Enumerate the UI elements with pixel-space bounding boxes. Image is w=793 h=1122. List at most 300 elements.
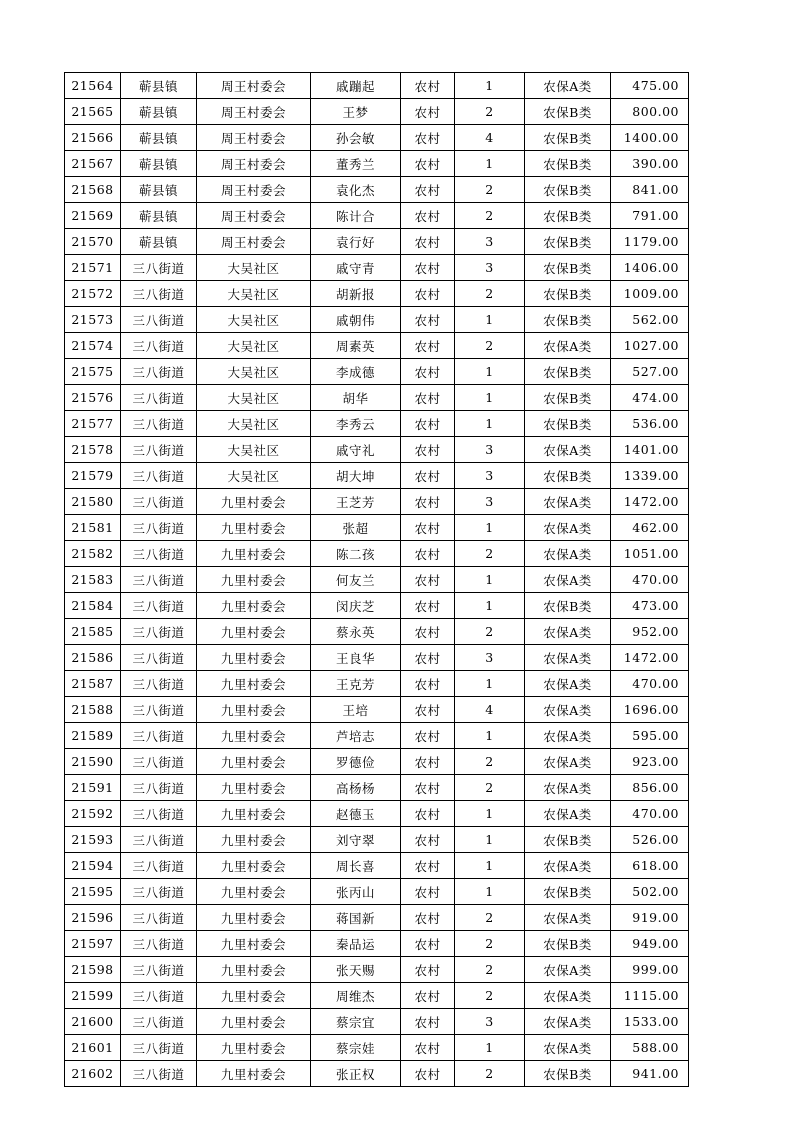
table-row (65, 359, 689, 385)
cell-village: 九里村委会 (197, 775, 311, 801)
cell-insurance_category: 农保A类 (525, 567, 611, 593)
cell-person_count: 1 (455, 593, 525, 619)
cell-amount: 1027.00 (611, 333, 689, 359)
cell-amount: 1400.00 (611, 125, 689, 151)
cell-amount: 1472.00 (611, 489, 689, 515)
cell-amount: 1115.00 (611, 983, 689, 1009)
cell-residence_type: 农村 (401, 255, 455, 281)
cell-town: 三八街道 (121, 827, 197, 853)
cell-town: 三八街道 (121, 879, 197, 905)
cell-village: 九里村委会 (197, 515, 311, 541)
cell-town: 三八街道 (121, 593, 197, 619)
cell-insurance_category: 农保B类 (525, 203, 611, 229)
cell-town: 三八街道 (121, 671, 197, 697)
cell-town: 三八街道 (121, 645, 197, 671)
cell-person_count: 1 (455, 307, 525, 333)
cell-amount: 1051.00 (611, 541, 689, 567)
cell-residence_type: 农村 (401, 515, 455, 541)
cell-insurance_category: 农保B类 (525, 359, 611, 385)
cell-id: 21579 (65, 463, 121, 489)
cell-insurance_category: 农保B类 (525, 177, 611, 203)
cell-amount: 1406.00 (611, 255, 689, 281)
table-row (65, 1009, 689, 1035)
cell-residence_type: 农村 (401, 749, 455, 775)
cell-id: 21578 (65, 437, 121, 463)
cell-insurance_category: 农保A类 (525, 723, 611, 749)
cell-insurance_category: 农保B类 (525, 411, 611, 437)
cell-person_count: 2 (455, 905, 525, 931)
cell-village: 大吴社区 (197, 437, 311, 463)
cell-insurance_category: 农保B类 (525, 1061, 611, 1087)
cell-amount: 841.00 (611, 177, 689, 203)
cell-person_count: 2 (455, 775, 525, 801)
table-row (65, 385, 689, 411)
cell-residence_type: 农村 (401, 931, 455, 957)
table-row (65, 697, 689, 723)
table-row (65, 1035, 689, 1061)
cell-person_count: 2 (455, 333, 525, 359)
cell-town: 蕲县镇 (121, 177, 197, 203)
cell-id: 21566 (65, 125, 121, 151)
cell-village: 周王村委会 (197, 203, 311, 229)
cell-town: 三八街道 (121, 567, 197, 593)
table-row (65, 983, 689, 1009)
cell-residence_type: 农村 (401, 671, 455, 697)
cell-insurance_category: 农保A类 (525, 515, 611, 541)
cell-town: 三八街道 (121, 307, 197, 333)
cell-village: 周王村委会 (197, 229, 311, 255)
cell-town: 三八街道 (121, 1035, 197, 1061)
cell-person_count: 1 (455, 515, 525, 541)
table-row (65, 73, 689, 99)
cell-insurance_category: 农保A类 (525, 73, 611, 99)
cell-residence_type: 农村 (401, 1061, 455, 1087)
cell-person_count: 3 (455, 255, 525, 281)
cell-person_count: 3 (455, 437, 525, 463)
cell-residence_type: 农村 (401, 723, 455, 749)
cell-id: 21581 (65, 515, 121, 541)
records-table (64, 72, 689, 1087)
cell-person_count: 2 (455, 1061, 525, 1087)
cell-id: 21576 (65, 385, 121, 411)
cell-village: 大吴社区 (197, 463, 311, 489)
cell-person_count: 2 (455, 541, 525, 567)
document-sheet (64, 72, 688, 1087)
cell-person_count: 2 (455, 619, 525, 645)
cell-name: 李成德 (311, 359, 401, 385)
cell-insurance_category: 农保B类 (525, 463, 611, 489)
cell-name: 蔡永英 (311, 619, 401, 645)
cell-village: 九里村委会 (197, 1009, 311, 1035)
cell-name: 周长喜 (311, 853, 401, 879)
cell-id: 21586 (65, 645, 121, 671)
cell-village: 九里村委会 (197, 1035, 311, 1061)
cell-name: 张超 (311, 515, 401, 541)
cell-person_count: 2 (455, 957, 525, 983)
cell-village: 九里村委会 (197, 567, 311, 593)
cell-village: 九里村委会 (197, 723, 311, 749)
cell-amount: 526.00 (611, 827, 689, 853)
cell-id: 21564 (65, 73, 121, 99)
cell-person_count: 1 (455, 151, 525, 177)
cell-village: 大吴社区 (197, 359, 311, 385)
cell-residence_type: 农村 (401, 463, 455, 489)
cell-amount: 502.00 (611, 879, 689, 905)
cell-village: 九里村委会 (197, 879, 311, 905)
cell-insurance_category: 农保A类 (525, 619, 611, 645)
cell-residence_type: 农村 (401, 879, 455, 905)
table-body (65, 73, 689, 1087)
table-row (65, 333, 689, 359)
cell-name: 戚蹦起 (311, 73, 401, 99)
cell-town: 三八街道 (121, 697, 197, 723)
table-row (65, 281, 689, 307)
cell-town: 三八街道 (121, 853, 197, 879)
cell-amount: 999.00 (611, 957, 689, 983)
cell-insurance_category: 农保B类 (525, 255, 611, 281)
cell-person_count: 1 (455, 801, 525, 827)
cell-residence_type: 农村 (401, 697, 455, 723)
cell-id: 21602 (65, 1061, 121, 1087)
cell-town: 蕲县镇 (121, 125, 197, 151)
cell-village: 大吴社区 (197, 333, 311, 359)
cell-name: 陈计合 (311, 203, 401, 229)
cell-village: 九里村委会 (197, 671, 311, 697)
cell-insurance_category: 农保A类 (525, 541, 611, 567)
cell-town: 三八街道 (121, 255, 197, 281)
cell-amount: 470.00 (611, 567, 689, 593)
cell-id: 21588 (65, 697, 121, 723)
cell-insurance_category: 农保B类 (525, 931, 611, 957)
cell-id: 21590 (65, 749, 121, 775)
cell-person_count: 1 (455, 879, 525, 905)
cell-village: 周王村委会 (197, 99, 311, 125)
table-row (65, 827, 689, 853)
table-row (65, 567, 689, 593)
cell-town: 三八街道 (121, 983, 197, 1009)
cell-village: 周王村委会 (197, 73, 311, 99)
cell-village: 九里村委会 (197, 983, 311, 1009)
cell-insurance_category: 农保A类 (525, 645, 611, 671)
cell-name: 刘守翠 (311, 827, 401, 853)
cell-residence_type: 农村 (401, 281, 455, 307)
cell-insurance_category: 农保B类 (525, 879, 611, 905)
cell-id: 21587 (65, 671, 121, 697)
cell-village: 九里村委会 (197, 541, 311, 567)
cell-village: 周王村委会 (197, 177, 311, 203)
cell-id: 21569 (65, 203, 121, 229)
cell-residence_type: 农村 (401, 203, 455, 229)
cell-residence_type: 农村 (401, 177, 455, 203)
table-row (65, 229, 689, 255)
cell-town: 蕲县镇 (121, 203, 197, 229)
cell-name: 胡华 (311, 385, 401, 411)
cell-residence_type: 农村 (401, 489, 455, 515)
cell-village: 周王村委会 (197, 125, 311, 151)
cell-insurance_category: 农保A类 (525, 749, 611, 775)
cell-amount: 527.00 (611, 359, 689, 385)
cell-village: 大吴社区 (197, 411, 311, 437)
table-row (65, 671, 689, 697)
cell-town: 三八街道 (121, 541, 197, 567)
cell-person_count: 3 (455, 463, 525, 489)
table-row (65, 931, 689, 957)
table-row (65, 593, 689, 619)
cell-residence_type: 农村 (401, 307, 455, 333)
cell-name: 王培 (311, 697, 401, 723)
cell-person_count: 2 (455, 281, 525, 307)
cell-town: 三八街道 (121, 1061, 197, 1087)
cell-id: 21598 (65, 957, 121, 983)
cell-town: 三八街道 (121, 463, 197, 489)
cell-id: 21589 (65, 723, 121, 749)
cell-insurance_category: 农保B类 (525, 125, 611, 151)
cell-insurance_category: 农保B类 (525, 229, 611, 255)
cell-town: 三八街道 (121, 411, 197, 437)
cell-village: 九里村委会 (197, 749, 311, 775)
cell-person_count: 2 (455, 931, 525, 957)
cell-name: 赵德玉 (311, 801, 401, 827)
cell-amount: 475.00 (611, 73, 689, 99)
cell-village: 大吴社区 (197, 281, 311, 307)
cell-person_count: 3 (455, 1009, 525, 1035)
cell-id: 21597 (65, 931, 121, 957)
cell-id: 21575 (65, 359, 121, 385)
cell-residence_type: 农村 (401, 151, 455, 177)
cell-person_count: 3 (455, 229, 525, 255)
table-row (65, 645, 689, 671)
cell-residence_type: 农村 (401, 983, 455, 1009)
cell-person_count: 1 (455, 723, 525, 749)
cell-id: 21593 (65, 827, 121, 853)
cell-insurance_category: 农保A类 (525, 905, 611, 931)
cell-village: 九里村委会 (197, 827, 311, 853)
cell-person_count: 1 (455, 853, 525, 879)
cell-name: 戚朝伟 (311, 307, 401, 333)
cell-residence_type: 农村 (401, 385, 455, 411)
table-row (65, 255, 689, 281)
cell-id: 21583 (65, 567, 121, 593)
cell-insurance_category: 农保A类 (525, 801, 611, 827)
cell-amount: 618.00 (611, 853, 689, 879)
table-row (65, 619, 689, 645)
cell-amount: 588.00 (611, 1035, 689, 1061)
cell-name: 秦品运 (311, 931, 401, 957)
cell-person_count: 4 (455, 125, 525, 151)
cell-id: 21596 (65, 905, 121, 931)
cell-insurance_category: 农保B类 (525, 593, 611, 619)
cell-person_count: 1 (455, 671, 525, 697)
cell-town: 三八街道 (121, 775, 197, 801)
cell-village: 大吴社区 (197, 255, 311, 281)
cell-person_count: 2 (455, 177, 525, 203)
table-row (65, 489, 689, 515)
cell-person_count: 1 (455, 827, 525, 853)
cell-id: 21600 (65, 1009, 121, 1035)
cell-amount: 791.00 (611, 203, 689, 229)
table-row (65, 411, 689, 437)
cell-insurance_category: 农保A类 (525, 775, 611, 801)
cell-town: 三八街道 (121, 515, 197, 541)
cell-name: 张正权 (311, 1061, 401, 1087)
cell-id: 21577 (65, 411, 121, 437)
cell-name: 周素英 (311, 333, 401, 359)
cell-id: 21599 (65, 983, 121, 1009)
cell-person_count: 1 (455, 385, 525, 411)
cell-name: 蔡宗宜 (311, 1009, 401, 1035)
cell-insurance_category: 农保B类 (525, 827, 611, 853)
table-row (65, 905, 689, 931)
cell-village: 周王村委会 (197, 151, 311, 177)
table-row (65, 879, 689, 905)
cell-town: 三八街道 (121, 281, 197, 307)
cell-village: 九里村委会 (197, 931, 311, 957)
cell-id: 21572 (65, 281, 121, 307)
cell-town: 三八街道 (121, 489, 197, 515)
cell-village: 九里村委会 (197, 697, 311, 723)
cell-insurance_category: 农保B类 (525, 281, 611, 307)
cell-residence_type: 农村 (401, 125, 455, 151)
cell-village: 大吴社区 (197, 307, 311, 333)
cell-amount: 462.00 (611, 515, 689, 541)
table-row (65, 515, 689, 541)
cell-town: 三八街道 (121, 385, 197, 411)
cell-person_count: 3 (455, 645, 525, 671)
cell-town: 三八街道 (121, 931, 197, 957)
cell-insurance_category: 农保B类 (525, 385, 611, 411)
table-row (65, 853, 689, 879)
cell-town: 三八街道 (121, 749, 197, 775)
cell-amount: 1533.00 (611, 1009, 689, 1035)
table-row (65, 957, 689, 983)
cell-town: 三八街道 (121, 333, 197, 359)
cell-name: 王克芳 (311, 671, 401, 697)
cell-residence_type: 农村 (401, 333, 455, 359)
cell-name: 袁行好 (311, 229, 401, 255)
cell-person_count: 2 (455, 203, 525, 229)
cell-village: 九里村委会 (197, 801, 311, 827)
table-row (65, 203, 689, 229)
cell-amount: 1696.00 (611, 697, 689, 723)
cell-person_count: 2 (455, 99, 525, 125)
cell-amount: 856.00 (611, 775, 689, 801)
cell-amount: 1179.00 (611, 229, 689, 255)
cell-id: 21567 (65, 151, 121, 177)
cell-amount: 595.00 (611, 723, 689, 749)
cell-amount: 470.00 (611, 801, 689, 827)
cell-name: 孙会敏 (311, 125, 401, 151)
table-row (65, 307, 689, 333)
table-row (65, 463, 689, 489)
cell-person_count: 1 (455, 567, 525, 593)
cell-insurance_category: 农保A类 (525, 333, 611, 359)
cell-amount: 949.00 (611, 931, 689, 957)
cell-name: 李秀云 (311, 411, 401, 437)
cell-town: 三八街道 (121, 957, 197, 983)
cell-person_count: 2 (455, 983, 525, 1009)
cell-id: 21595 (65, 879, 121, 905)
cell-person_count: 3 (455, 489, 525, 515)
cell-town: 三八街道 (121, 619, 197, 645)
cell-id: 21582 (65, 541, 121, 567)
cell-amount: 474.00 (611, 385, 689, 411)
cell-id: 21565 (65, 99, 121, 125)
cell-amount: 919.00 (611, 905, 689, 931)
cell-village: 大吴社区 (197, 385, 311, 411)
cell-amount: 1339.00 (611, 463, 689, 489)
cell-id: 21580 (65, 489, 121, 515)
cell-name: 芦培志 (311, 723, 401, 749)
cell-residence_type: 农村 (401, 567, 455, 593)
cell-amount: 941.00 (611, 1061, 689, 1087)
cell-insurance_category: 农保B类 (525, 99, 611, 125)
cell-town: 三八街道 (121, 437, 197, 463)
cell-residence_type: 农村 (401, 1009, 455, 1035)
cell-insurance_category: 农保A类 (525, 437, 611, 463)
cell-amount: 1009.00 (611, 281, 689, 307)
cell-person_count: 1 (455, 359, 525, 385)
cell-name: 高杨杨 (311, 775, 401, 801)
cell-id: 21568 (65, 177, 121, 203)
cell-name: 张天赐 (311, 957, 401, 983)
table-row (65, 151, 689, 177)
cell-residence_type: 农村 (401, 957, 455, 983)
cell-insurance_category: 农保A类 (525, 957, 611, 983)
cell-insurance_category: 农保A类 (525, 671, 611, 697)
cell-name: 蔡宗娃 (311, 1035, 401, 1061)
cell-insurance_category: 农保B类 (525, 151, 611, 177)
cell-residence_type: 农村 (401, 645, 455, 671)
cell-name: 戚守礼 (311, 437, 401, 463)
cell-name: 何友兰 (311, 567, 401, 593)
cell-town: 三八街道 (121, 801, 197, 827)
cell-village: 九里村委会 (197, 1061, 311, 1087)
cell-amount: 1472.00 (611, 645, 689, 671)
table-row (65, 541, 689, 567)
cell-id: 21591 (65, 775, 121, 801)
table-row (65, 99, 689, 125)
cell-village: 九里村委会 (197, 645, 311, 671)
cell-id: 21592 (65, 801, 121, 827)
cell-town: 三八街道 (121, 359, 197, 385)
cell-village: 九里村委会 (197, 957, 311, 983)
cell-village: 九里村委会 (197, 593, 311, 619)
cell-name: 袁化杰 (311, 177, 401, 203)
cell-residence_type: 农村 (401, 1035, 455, 1061)
cell-name: 闵庆芝 (311, 593, 401, 619)
cell-residence_type: 农村 (401, 541, 455, 567)
cell-id: 21594 (65, 853, 121, 879)
cell-id: 21574 (65, 333, 121, 359)
table-row (65, 749, 689, 775)
cell-amount: 390.00 (611, 151, 689, 177)
cell-name: 王芝芳 (311, 489, 401, 515)
cell-residence_type: 农村 (401, 437, 455, 463)
cell-amount: 1401.00 (611, 437, 689, 463)
cell-amount: 470.00 (611, 671, 689, 697)
cell-amount: 800.00 (611, 99, 689, 125)
cell-village: 九里村委会 (197, 619, 311, 645)
cell-insurance_category: 农保A类 (525, 489, 611, 515)
table-row (65, 801, 689, 827)
cell-amount: 562.00 (611, 307, 689, 333)
cell-town: 蕲县镇 (121, 99, 197, 125)
cell-insurance_category: 农保A类 (525, 853, 611, 879)
cell-residence_type: 农村 (401, 359, 455, 385)
cell-amount: 536.00 (611, 411, 689, 437)
cell-person_count: 4 (455, 697, 525, 723)
table-row (65, 775, 689, 801)
